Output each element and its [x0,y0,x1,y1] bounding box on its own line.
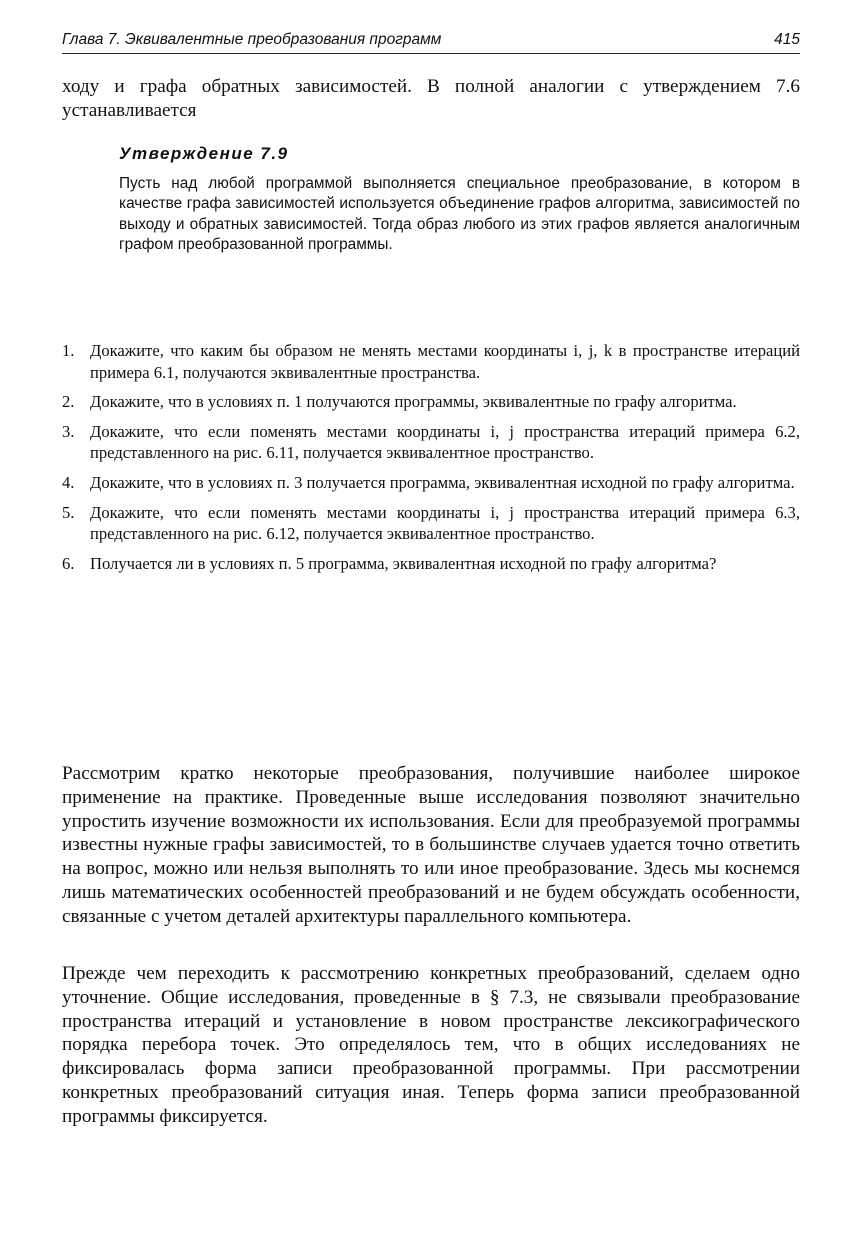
exercise-item [62,421,800,464]
exercise-item [62,340,800,383]
exercise-number: 1. [62,341,75,360]
exercise-item [62,553,800,575]
statement-body: Пусть над любой программой выполняется специальное преобразование, в котором в качестве графа зависимостей используется объединение графов алгоритма, зависимостей по выходу и обратных зависимостей. Тогда образ любого из этих графов является аналогичным графом преобразованной программы. [119,175,800,254]
exercise-item [62,472,800,494]
exercise-text: Докажите, что если поменять местами координаты i, j пространства итераций примера 6.2, представленного на рис. 6.11, получается эквивалентное пространство. [90,421,800,463]
exercise-number: 6. [62,553,75,573]
exercise-item [62,502,800,545]
body-paragraph: Рассмотрим кратко некоторые преобразования, получившие наиболее широкое применение на практике. Проведенные выше исследования позволяют значительно упростить изучение возможности их использования. Если для преобразуемой программы известны нужные графы зависимостей, то в большинстве случаев удается точно ответить на вопрос, можно или нельзя выполнять то или иное преобразование. Здесь мы коснемся лишь математических особенностей преобразований и не будем обсуждать особенности, связанные с учетом деталей архитектуры параллельного компьютера. [62,763,800,927]
exercise-text: Докажите, что каким бы образом не менять местами координаты i, j, k в пространстве итераций примера 6.1, получаются эквивалентные пространства. [90,341,800,382]
exercise-number: 4. [62,473,75,493]
exercise-number: 2. [62,392,75,412]
exercise-text: Докажите, что в условиях п. 1 получаются программы, эквивалентные по графу алгоритма. [90,392,737,412]
exercise-item [62,391,800,413]
exercise-text: Докажите, что если поменять местами координаты i, j пространства итераций примера 6.3, представленного на рис. 6.12, получается эквивалентное пространство. [90,502,800,544]
exercise-list [62,340,800,583]
exercise-number: 5. [62,502,75,522]
intro-paragraph: ходу и графа обратных зависимостей. В полной аналогии с утверждением 7.6 устанавливается [62,76,800,121]
exercise-text: Докажите, что в условиях п. 3 получается программа, эквивалентная исходной по графу алгоритма. [90,473,795,493]
chapter-title: Глава 7. Эквивалентные преобразования программ [62,31,442,48]
body-paragraph: Прежде чем переходить к рассмотрению конкретных преобразований, сделаем одно уточнение. Общие исследования, проведенные в § 7.3, не связывали преобразование пространства итераций и установление в новом пространстве лексикографического порядка перебора точек. Это определялось тем, что в общих исследованиях не фиксировалась форма записи преобразованной программы. При рассмотрении конкретных преобразований ситуация иная. Теперь форма записи преобразованной программы фиксируется. [62,963,800,1127]
statement-title: Утверждение 7.9 [119,144,289,163]
running-header [62,29,800,54]
exercise-number: 3. [62,421,75,441]
exercise-text: Получается ли в условиях п. 5 программа, эквивалентная исходной по графу алгоритма? [90,553,717,573]
page-number: 415 [774,31,800,48]
